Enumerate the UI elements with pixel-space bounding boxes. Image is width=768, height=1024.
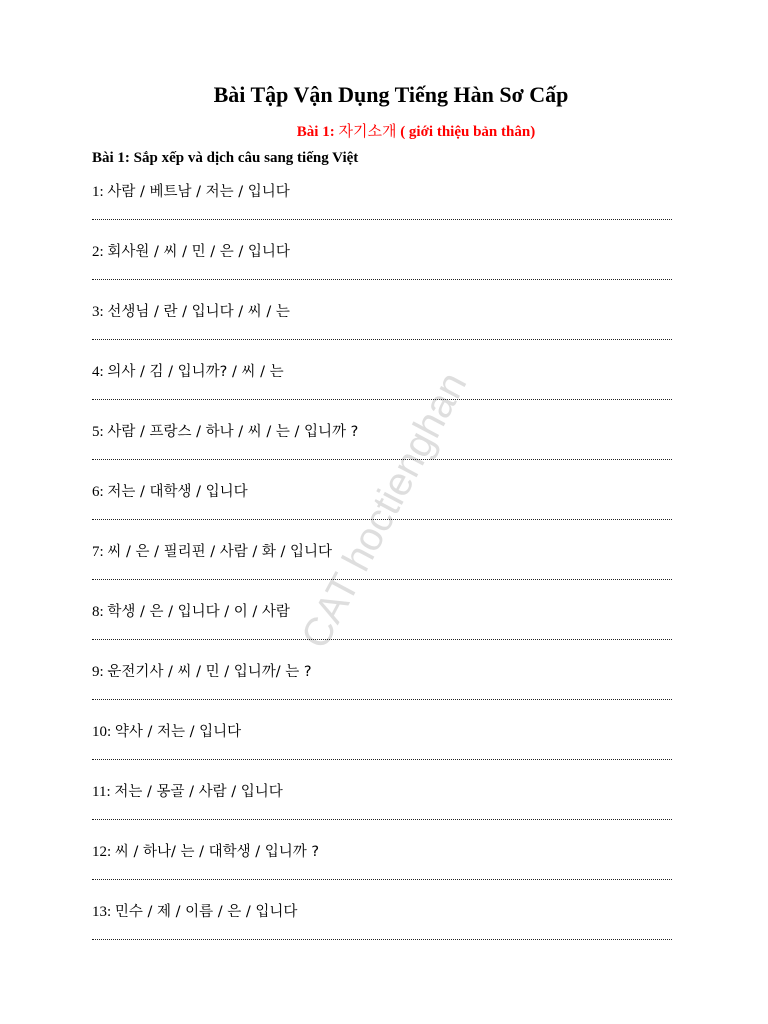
item-prompt: 씨 / 은 / 필리핀 / 사람 / 화 / 입니다 <box>107 544 333 560</box>
exercise-item <box>92 420 672 470</box>
watermark: CAT hoctienghan <box>293 365 476 656</box>
exercise-item <box>92 240 672 290</box>
section-heading: Bài 1: Sắp xếp và dịch câu sang tiếng Việt <box>92 150 359 166</box>
item-number: 5: <box>92 424 108 440</box>
exercise-item <box>92 900 672 950</box>
item-number: 1: <box>92 184 108 200</box>
subtitle-korean: 자기소개 <box>338 122 397 140</box>
answer-line[interactable] <box>92 219 672 220</box>
item-number: 2: <box>92 244 108 260</box>
exercise-item <box>92 300 672 350</box>
exercise-item <box>92 840 672 890</box>
item-prompt: 민수 / 제 / 이름 / 은 / 입니다 <box>114 904 298 920</box>
item-number: 6: <box>92 484 108 500</box>
item-prompt: 사람 / 프랑스 / 하나 / 씨 / 는 / 입니까 ? <box>107 424 359 440</box>
exercise-item <box>92 720 672 770</box>
answer-line[interactable] <box>92 579 672 580</box>
answer-line[interactable] <box>92 339 672 340</box>
answer-line[interactable] <box>92 759 672 760</box>
answer-line[interactable] <box>92 639 672 640</box>
item-prompt: 사람 / 베트남 / 저는 / 입니다 <box>107 184 290 200</box>
item-number: 7: <box>92 544 108 560</box>
exercise-item <box>92 180 672 230</box>
item-prompt: 씨 / 하나/ 는 / 대학생 / 입니까 ? <box>114 844 320 860</box>
item-number: 13: <box>92 904 115 920</box>
item-prompt: 저는 / 대학생 / 입니다 <box>107 484 248 500</box>
page-title: Bài Tập Vận Dụng Tiếng Hàn Sơ Cấp <box>213 82 569 107</box>
lesson-subtitle <box>0 120 768 141</box>
subtitle-suffix: ( giới thiệu bản thân) <box>396 124 536 140</box>
answer-line[interactable] <box>92 519 672 520</box>
item-prompt: 의사 / 김 / 입니까? / 씨 / 는 <box>107 364 284 380</box>
item-number: 3: <box>92 304 108 320</box>
answer-line[interactable] <box>92 819 672 820</box>
item-number: 4: <box>92 364 108 380</box>
item-prompt: 회사원 / 씨 / 민 / 은 / 입니다 <box>107 244 290 260</box>
item-number: 9: <box>92 664 108 680</box>
answer-line[interactable] <box>92 279 672 280</box>
exercise-item <box>92 600 672 650</box>
item-prompt: 선생님 / 란 / 입니다 / 씨 / 는 <box>107 304 290 320</box>
exercise-item <box>92 360 672 410</box>
exercise-item <box>92 540 672 590</box>
item-prompt: 운전기사 / 씨 / 민 / 입니까/ 는 ? <box>107 664 312 680</box>
exercise-item <box>92 660 672 710</box>
item-prompt: 저는 / 몽골 / 사람 / 입니다 <box>114 784 283 800</box>
exercise-item <box>92 780 672 830</box>
item-number: 8: <box>92 604 108 620</box>
exercise-item <box>92 480 672 530</box>
item-number: 10: <box>92 724 115 740</box>
item-prompt: 학생 / 은 / 입니다 / 이 / 사람 <box>107 604 290 620</box>
item-prompt: 약사 / 저는 / 입니다 <box>114 724 242 740</box>
item-number: 12: <box>92 844 115 860</box>
answer-line[interactable] <box>92 879 672 880</box>
answer-line[interactable] <box>92 699 672 700</box>
answer-line[interactable] <box>92 459 672 460</box>
subtitle-prefix: Bài 1: <box>296 124 339 140</box>
item-number: 11: <box>92 784 115 800</box>
answer-line[interactable] <box>92 939 672 940</box>
answer-line[interactable] <box>92 399 672 400</box>
